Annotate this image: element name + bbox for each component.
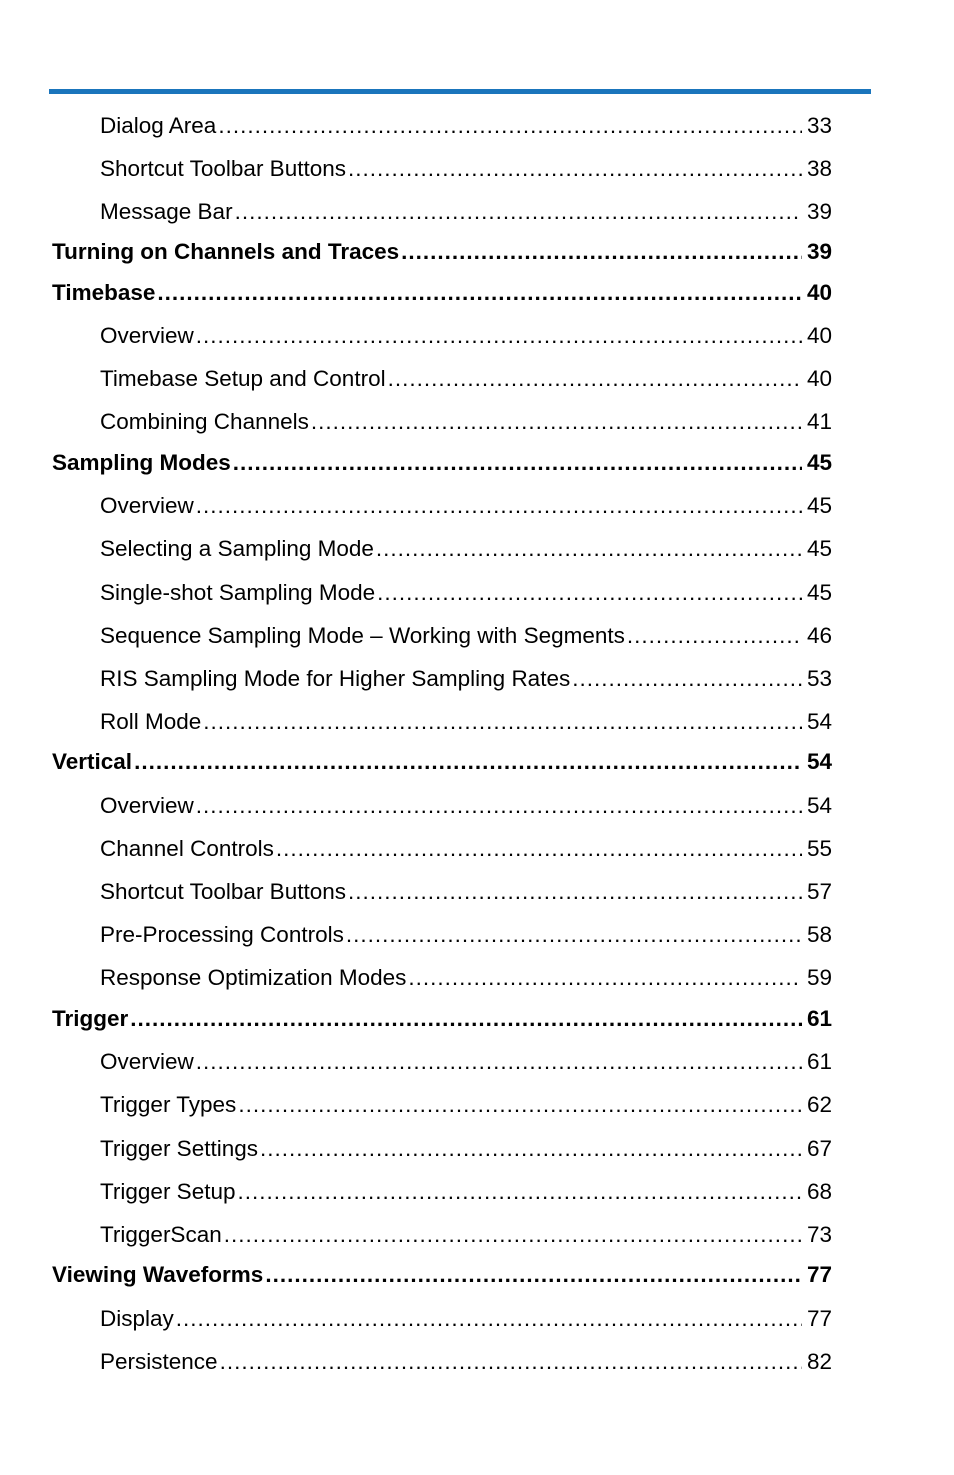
toc-entry-title: Trigger — [52, 1006, 129, 1031]
toc-page-number: 39 — [806, 199, 832, 224]
toc-dot-leader — [196, 491, 802, 521]
toc-dot-leader — [376, 534, 802, 564]
toc-page-number: 54 — [806, 749, 832, 774]
toc-entry-title: Timebase — [52, 280, 156, 305]
toc-section-entry[interactable] — [0, 1260, 954, 1290]
toc-entry-title: Timebase Setup and Control — [100, 366, 386, 391]
toc-subsection-entry[interactable] — [0, 1347, 954, 1377]
toc-dot-leader — [224, 1220, 802, 1250]
toc-entry-title: Overview — [100, 1049, 194, 1074]
toc-subsection-entry[interactable] — [0, 1177, 954, 1207]
toc-page-number: 45 — [806, 536, 832, 561]
toc-entry-title: RIS Sampling Mode for Higher Sampling Rates — [100, 666, 571, 691]
toc-page-number: 59 — [806, 965, 832, 990]
toc-entry-title: Sequence Sampling Mode – Working with Segments — [100, 623, 625, 648]
toc-page-number: 45 — [806, 450, 832, 475]
toc-entry-title: TriggerScan — [100, 1222, 222, 1247]
toc-page-number: 61 — [806, 1049, 832, 1074]
toc-entry-title: Selecting a Sampling Mode — [100, 536, 374, 561]
toc-entry-title: Trigger Types — [100, 1092, 237, 1117]
toc-entry-title: Combining Channels — [100, 409, 309, 434]
toc-page-number: 77 — [806, 1306, 832, 1331]
toc-dot-leader — [157, 278, 802, 308]
toc-entry-title: Viewing Waveforms — [52, 1262, 264, 1287]
toc-subsection-entry[interactable] — [0, 534, 954, 564]
toc-subsection-entry[interactable] — [0, 834, 954, 864]
toc-entry-title: Turning on Channels and Traces — [52, 239, 400, 264]
toc-page-number: 68 — [806, 1179, 832, 1204]
toc-page-number: 62 — [806, 1092, 832, 1117]
toc-dot-leader — [233, 448, 802, 478]
toc-page-number: 67 — [806, 1136, 832, 1161]
toc-page-number: 45 — [806, 580, 832, 605]
toc-subsection-entry[interactable] — [0, 1090, 954, 1120]
toc-entry-title: Display — [100, 1306, 174, 1331]
toc-entry-title: Pre-Processing Controls — [100, 922, 344, 947]
toc-page-number: 55 — [806, 836, 832, 861]
toc-subsection-entry[interactable] — [0, 664, 954, 694]
toc-dot-leader — [346, 920, 802, 950]
toc-entry-title: Trigger Settings — [100, 1136, 258, 1161]
toc-dot-leader — [388, 364, 802, 394]
toc-entry-title: Roll Mode — [100, 709, 202, 734]
toc-subsection-entry[interactable] — [0, 364, 954, 394]
toc-page-number: 41 — [806, 409, 832, 434]
toc-entry-title: Persistence — [100, 1349, 218, 1374]
toc-entry-title: Shortcut Toolbar Buttons — [100, 156, 346, 181]
toc-entry-title: Channel Controls — [100, 836, 274, 861]
toc-subsection-entry[interactable] — [0, 1304, 954, 1334]
toc-entry-title: Shortcut Toolbar Buttons — [100, 879, 346, 904]
toc-dot-leader — [238, 1090, 802, 1120]
toc-section-entry[interactable] — [0, 1004, 954, 1034]
toc-page-number: 54 — [806, 709, 832, 734]
toc-dot-leader — [260, 1134, 802, 1164]
toc-subsection-entry[interactable] — [0, 321, 954, 351]
toc-dot-leader — [401, 237, 802, 267]
toc-dot-leader — [196, 321, 802, 351]
toc-dot-leader — [218, 111, 802, 141]
toc-dot-leader — [196, 791, 802, 821]
toc-dot-leader — [348, 877, 802, 907]
toc-page-number: 33 — [806, 113, 832, 138]
toc-page-number: 40 — [806, 323, 832, 348]
toc-entry-title: Single-shot Sampling Mode — [100, 580, 376, 605]
toc-dot-leader — [196, 1047, 802, 1077]
toc-subsection-entry[interactable] — [0, 920, 954, 950]
toc-dot-leader — [134, 747, 802, 777]
toc-page-number: 77 — [806, 1262, 832, 1287]
toc-subsection-entry[interactable] — [0, 197, 954, 227]
toc-subsection-entry[interactable] — [0, 877, 954, 907]
toc-section-entry[interactable] — [0, 237, 954, 267]
toc-entry-title: Sampling Modes — [52, 450, 231, 475]
toc-entry-title: Trigger Setup — [100, 1179, 236, 1204]
toc-dot-leader — [408, 963, 802, 993]
toc-page-number: 40 — [806, 280, 832, 305]
toc-subsection-entry[interactable] — [0, 621, 954, 651]
toc-dot-leader — [176, 1304, 802, 1334]
toc-subsection-entry[interactable] — [0, 578, 954, 608]
toc-entry-title: Response Optimization Modes — [100, 965, 407, 990]
toc-page-number: 57 — [806, 879, 832, 904]
toc-dot-leader — [265, 1260, 802, 1290]
toc-page-number: 61 — [806, 1006, 832, 1031]
toc-dot-leader — [220, 1347, 802, 1377]
toc-dot-leader — [235, 197, 802, 227]
toc-subsection-entry[interactable] — [0, 1134, 954, 1164]
toc-page-number: 82 — [806, 1349, 832, 1374]
toc-page-number: 73 — [806, 1222, 832, 1247]
toc-subsection-entry[interactable] — [0, 1220, 954, 1250]
toc-page-number: 53 — [806, 666, 832, 691]
toc-entry-title: Overview — [100, 323, 194, 348]
toc-entry-title: Vertical — [52, 749, 133, 774]
toc-subsection-entry[interactable] — [0, 491, 954, 521]
toc-dot-leader — [203, 707, 802, 737]
toc-page-number: 46 — [806, 623, 832, 648]
toc-page-number: 58 — [806, 922, 832, 947]
toc-dot-leader — [627, 621, 802, 651]
toc-section-entry[interactable] — [0, 448, 954, 478]
toc-subsection-entry[interactable] — [0, 1047, 954, 1077]
toc-dot-leader — [311, 407, 802, 437]
header-rule — [49, 89, 871, 94]
toc-dot-leader — [348, 154, 802, 184]
toc-page-number: 45 — [806, 493, 832, 518]
toc-subsection-entry[interactable] — [0, 407, 954, 437]
toc-entry-title: Dialog Area — [100, 113, 217, 138]
toc-entry-title: Message Bar — [100, 199, 233, 224]
toc-dot-leader — [130, 1004, 802, 1034]
toc-dot-leader — [572, 664, 802, 694]
toc-entry-title: Overview — [100, 493, 194, 518]
toc-dot-leader — [237, 1177, 802, 1207]
toc-subsection-entry[interactable] — [0, 154, 954, 184]
toc-subsection-entry[interactable] — [0, 963, 954, 993]
toc-entry-title: Overview — [100, 793, 194, 818]
toc-section-entry[interactable] — [0, 747, 954, 777]
toc-section-entry[interactable] — [0, 278, 954, 308]
toc-page-number: 38 — [806, 156, 832, 181]
toc-page-number: 40 — [806, 366, 832, 391]
toc-dot-leader — [377, 578, 802, 608]
toc-subsection-entry[interactable] — [0, 707, 954, 737]
toc-subsection-entry[interactable] — [0, 111, 954, 141]
toc-dot-leader — [276, 834, 802, 864]
toc-subsection-entry[interactable] — [0, 791, 954, 821]
toc-page-number: 39 — [806, 239, 832, 264]
toc-page-number: 54 — [806, 793, 832, 818]
